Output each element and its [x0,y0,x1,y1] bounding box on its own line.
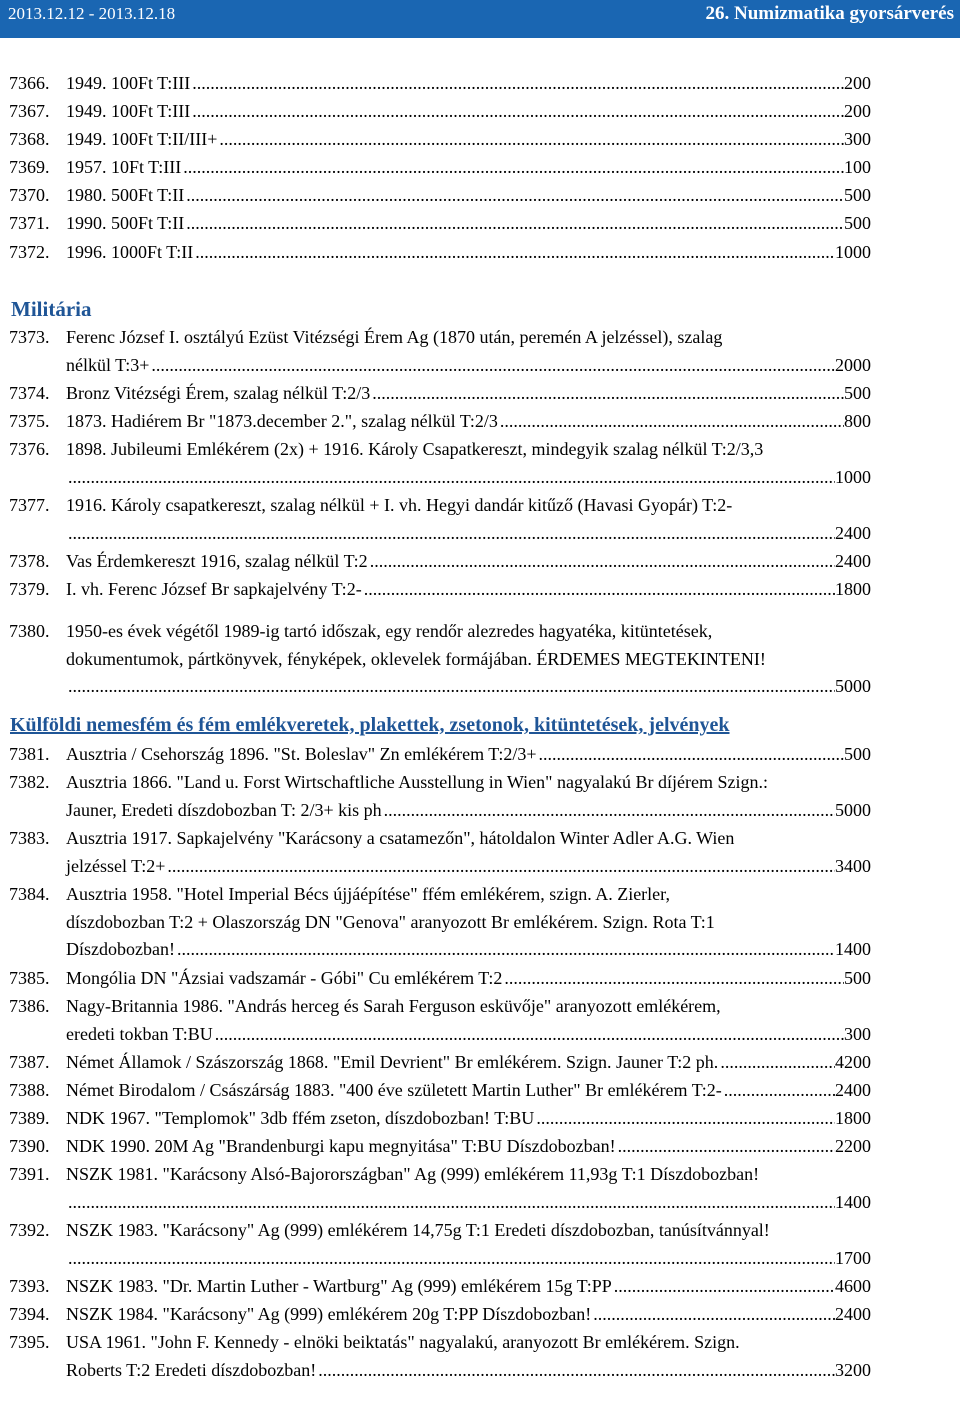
lot-description-line: NDK 1990. 20M Ag "Brandenburgi kapu megnyitása" T:BU Díszdobozban! [66,1136,616,1156]
lot-price: 1000 [835,242,871,262]
lot-number: 7372. [9,242,50,262]
dot-leader [167,856,835,877]
dot-leader [68,1248,835,1269]
lot-description-line: 1980. 500Ft T:II [66,185,185,205]
lot-number: 7380. [9,621,50,641]
auction-title: 26. Numizmatika gyorsárverés [705,3,954,24]
lot-description-line: Német Birodalom / Császárság 1883. "400 éve született Martin Luther" Br emlékérem T:2- [66,1080,722,1100]
lot-price: 500 [844,968,871,988]
lot-description-line: dokumentumok, pártkönyvek, fényképek, oklevelek formájában. ÉRDEMES MEGTEKINTENI! [66,648,766,669]
lot-description-line: eredeti tokban T:BU [66,1023,213,1044]
lot-price: 500 [844,383,871,403]
lot-description-line: Mongólia DN "Ázsiai vadszamár - Góbi" Cu emlékérem T:2 [66,968,503,988]
lot-description-line: 1990. 500Ft T:II [66,213,185,233]
lot-number: 7379. [9,579,50,599]
lot-price: 1400 [835,1191,871,1212]
lot-price: 1000 [835,466,871,487]
dot-leader [219,129,844,150]
lot-number: 7384. [9,884,50,904]
lot-description-line: 1950-es évek végétől 1989-ig tartó időszak, egy rendőr alezredes hagyatéka, kitüntetések, [66,621,713,641]
dot-leader [151,355,835,376]
lot-number: 7386. [9,996,50,1016]
lot-description-line: NSZK 1981. "Karácsony Alsó-Bajorországban" Ag (999) emlékérem 11,93g T:1 Díszdobozban! [66,1164,760,1184]
lot-number: 7388. [9,1080,50,1100]
page-header [0,0,960,38]
lot-price: 5000 [835,676,871,696]
dot-leader [593,1304,835,1325]
dot-leader [539,744,844,765]
lot-description-line: USA 1961. "John F. Kennedy - elnöki beiktatás" nagyalakú, aranyozott Br emlékérem. Szign. [66,1332,740,1352]
lot-number: 7394. [9,1304,50,1324]
lot-description-line: Ausztria / Csehország 1896. "St. Boleslav" Zn emlékérem T:2/3+ [66,744,537,764]
dot-leader [318,1360,835,1381]
lot-description-line: 1949. 100Ft T:III [66,73,191,93]
dot-leader [372,383,844,404]
lot-price: 2400 [835,522,871,543]
lot-price: 1800 [835,1108,871,1128]
section-heading-kulfoldi: Külföldi nemesfém és fém emlékveretek, plakettek, zsetonok, kitüntetések, jelvények [10,714,730,736]
dot-leader [215,1024,844,1045]
dot-leader [195,242,835,263]
lot-price: 800 [844,411,871,431]
dot-leader [614,1276,835,1297]
dot-leader [504,968,844,989]
lot-number: 7370. [9,185,50,205]
lot-number: 7381. [9,744,50,764]
lot-description-line: jelzéssel T:2+ [66,855,166,876]
lot-description-line: Ausztria 1866. "Land u. Forst Wirtschaftliche Ausstellung in Wien" nagyalakú Br díjérem Szign.: [66,772,768,792]
dot-leader [384,800,835,821]
lot-price: 1400 [835,939,871,959]
lot-description-line: 1873. Hadiérem Br "1873.december 2.", szalag nélkül T:2/3 [66,411,498,431]
lot-number: 7371. [9,213,50,233]
lot-price: 3400 [835,855,871,876]
lot-price: 5000 [835,799,871,820]
lot-description-line: NSZK 1984. "Karácsony" Ag (999) emlékérem 20g T:PP Díszdobozban! [66,1304,592,1324]
lot-description-line: Ausztria 1917. Sapkajelvény "Karácsony a csatamezőn", hátoldalon Winter Adler A.G. Wien [66,828,735,848]
lot-description-line: NSZK 1983. "Dr. Martin Luther - Wartburg" Ag (999) emlékérem 15g T:PP [66,1276,612,1296]
dot-leader [186,185,844,206]
lot-price: 200 [844,73,871,93]
dot-leader [183,157,844,178]
lot-number: 7392. [9,1220,50,1240]
dot-leader [192,101,844,122]
dot-leader [68,523,835,544]
lot-number: 7390. [9,1136,50,1156]
lot-description-line: 1916. Károly csapatkereszt, szalag nélkül + I. vh. Hegyi dandár kitűző (Havasi Gyopár) T:2- [66,495,733,515]
lot-description-line: Német Államok / Szászország 1868. "Emil Devrient" Br emlékérem. Szign. Jauner T:2 ph. [66,1052,719,1072]
lot-price: 300 [844,1023,871,1044]
lot-description-line: Díszdobozban! [66,939,175,959]
lot-number: 7375. [9,411,50,431]
dot-leader [186,213,844,234]
lot-price: 300 [844,129,871,149]
lot-number: 7374. [9,383,50,403]
dot-leader [370,551,835,572]
lot-number: 7387. [9,1052,50,1072]
lot-description-line: 1949. 100Ft T:II/III+ [66,129,218,149]
lot-description-line: I. vh. Ferenc József Br sapkajelvény T:2- [66,579,362,599]
lot-description-line: Bronz Vitézségi Érem, szalag nélkül T:2/3 [66,383,371,403]
lot-price: 2200 [835,1136,871,1156]
dot-leader [364,579,835,600]
lot-number: 7391. [9,1164,50,1184]
lot-price: 500 [844,185,871,205]
lot-number: 7385. [9,968,50,988]
lot-price: 500 [844,213,871,233]
dot-leader [500,411,844,432]
dot-leader [192,73,844,94]
dot-leader [68,1192,835,1213]
dot-leader [618,1136,835,1157]
lot-number: 7368. [9,129,50,149]
lot-number: 7367. [9,101,50,121]
lot-number: 7373. [9,327,50,347]
lot-description-line: NDK 1967. "Templomok" 3db ffém zseton, díszdobozban! T:BU [66,1108,535,1128]
lot-number: 7383. [9,828,50,848]
lot-number: 7378. [9,551,50,571]
lot-price: 200 [844,101,871,121]
lot-description-line: díszdobozban T:2 + Olaszország DN "Genova" aranyozott Br emlékérem. Szign. Rota T:1 [66,911,715,932]
lot-number: 7393. [9,1276,50,1296]
lot-number: 7382. [9,772,50,792]
lot-description-line: 1898. Jubileumi Emlékérem (2x) + 1916. Károly Csapatkereszt, mindegyik szalag nélkül T:2/3,3 [66,439,764,459]
lot-description-line: Vas Érdemkereszt 1916, szalag nélkül T:2 [66,551,368,571]
dot-leader [68,676,835,697]
lot-description-line: 1957. 10Ft T:III [66,157,182,177]
dot-leader [177,939,835,960]
auction-date-range: 2013.12.12 - 2013.12.18 [8,4,176,23]
lot-description-line: nélkül T:3+ [66,354,150,375]
lot-number: 7366. [9,73,50,93]
lot-number: 7369. [9,157,50,177]
lot-number: 7395. [9,1332,50,1352]
lot-price: 500 [844,744,871,764]
lot-description-line: Nagy-Britannia 1986. "András herceg és Sarah Ferguson esküvője" aranyozott emlékérem, [66,996,721,1016]
dot-leader [536,1108,835,1129]
section-heading-militaria: Militária [11,297,92,321]
lot-price: 4600 [835,1276,871,1296]
lot-description-line: 1949. 100Ft T:III [66,101,191,121]
lot-price: 100 [844,157,871,177]
lot-number: 7377. [9,495,50,515]
lot-description-line: Jauner, Eredeti díszdobozban T: 2/3+ kis ph [66,799,382,820]
dot-leader [720,1052,835,1073]
lot-description-line: Roberts T:2 Eredeti díszdobozban! [66,1359,317,1380]
lot-number: 7376. [9,439,50,459]
lot-price: 1800 [835,579,871,599]
lot-description-line: Ausztria 1958. "Hotel Imperial Bécs újjáépítése" ffém emlékérem, szign. A. Zierler, [66,884,670,904]
lot-price: 2000 [835,354,871,375]
lot-price: 2400 [835,551,871,571]
lot-price: 2400 [835,1304,871,1324]
dot-leader [68,467,835,488]
lot-price: 2400 [835,1080,871,1100]
lot-description-line: NSZK 1983. "Karácsony" Ag (999) emlékérem 14,75g T:1 Eredeti díszdobozban, tanúsítvánnyal! [66,1220,770,1240]
lot-description-line: Ferenc József I. osztályú Ezüst Vitézségi Érem Ag (1870 után, peremén A jelzéssel), szalag [66,327,723,347]
lot-price: 1700 [835,1247,871,1268]
lot-description-line: 1996. 1000Ft T:II [66,242,194,262]
lot-price: 3200 [835,1359,871,1380]
dot-leader [724,1080,835,1101]
lot-price: 4200 [835,1052,871,1072]
lot-number: 7389. [9,1108,50,1128]
